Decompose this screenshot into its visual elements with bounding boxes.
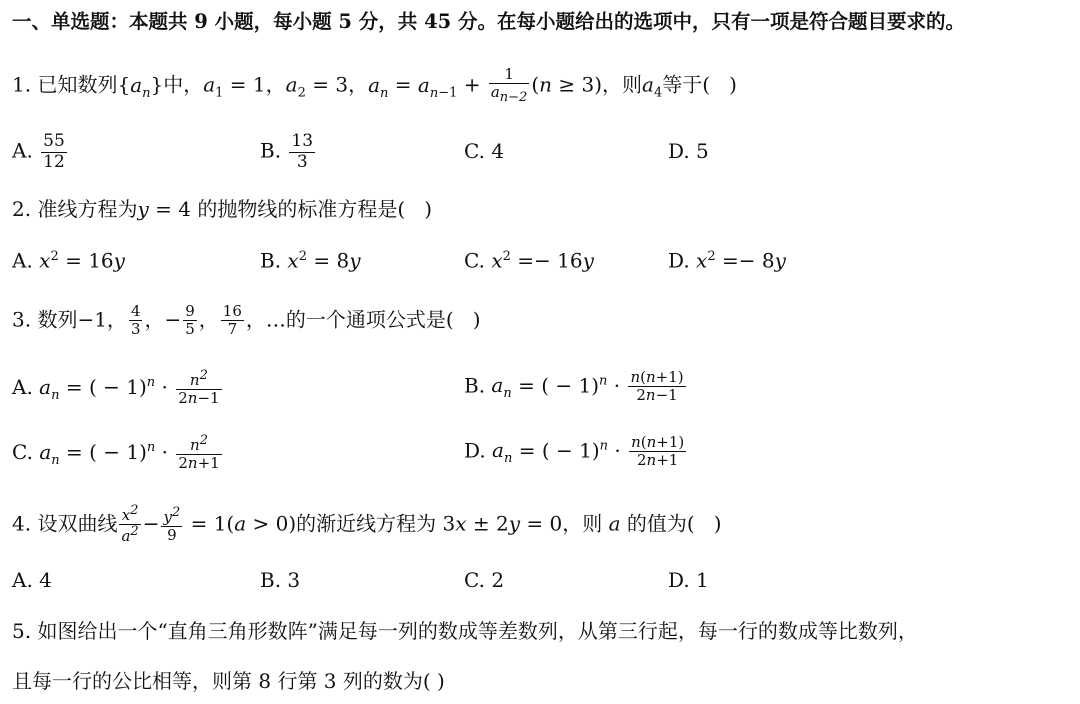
question-1-stem: 1. 已知数列$\{a_n\}$中，$a_1 = 1$，$a_2 = 3$，$a_n = a_{n-1}$ + $\frac{1}{a_{n-2}}$ (n ≥ 3)，则$a_4$等于( ) xyxy=(12,65,737,106)
question-2-option-a: A. $x^2 = 16y$ xyxy=(12,248,125,273)
question-1-option-b: B. $\frac{13}{3}$ xyxy=(260,131,314,172)
question-1-option-a: A. $\frac{55}{12}$ xyxy=(12,131,65,172)
question-4-stem: 4. 设双曲线 $\frac{x^2}{a^2}$ − $\frac{y^2}{9}$ = 1(a > 0)的渐近线方程为 3x ± 2y = 0，则 a 的值为( ) xyxy=(12,503,722,546)
question-3-option-c: C. $a_n$ = ( − 1)$^n$ · $\frac{n^2}{2n+1}$ xyxy=(12,433,220,473)
question-1-option-d: D. 5 xyxy=(668,139,709,163)
question-3-option-d: D. $a_n$ = ( − 1)$^n$ · $\frac{n(n+1)}{2n+1}$ xyxy=(464,433,685,470)
question-1-number: 1. xyxy=(12,72,32,97)
question-3-option-a: A. $a_n$ = ( − 1)$^n$ · $\frac{n^2}{2n-1}$ xyxy=(12,368,220,408)
question-3-option-b: B. $a_n$ = ( − 1)$^n$ · $\frac{n(n+1)}{2n-1}$ xyxy=(464,368,684,405)
question-3-stem: 3. 数列−1， $\frac{4}{3}$ ，− $\frac{9}{5}$ ， $\frac{16}{7}$ ，…的一个通项公式是( ) xyxy=(12,302,481,339)
section-heading: 一、单选题：本题共 9 小题，每小题 5 分，共 45 分。在每小题给出的选项中，只有一项是符合题目要求的。 xyxy=(12,10,966,33)
question-5-stem-line-2: 且每一行的公比相等，则第 8 行第 3 列的数为( ) xyxy=(12,669,445,693)
question-5-stem-line-1: 5. 如图给出一个“直角三角形数阵”满足每一列的数成等差数列，从第三行起，每一行的数成等比数列， xyxy=(12,619,918,643)
question-2-option-d: D. $x^2 =- 8y$ xyxy=(668,248,786,273)
question-2-stem: 2. 准线方程为y = 4 的抛物线的标准方程是( ) xyxy=(12,197,432,221)
question-2-option-c: C. $x^2 =- 16y$ xyxy=(464,248,594,273)
question-4-option-c: C. 2 xyxy=(464,568,505,592)
question-4-option-d: D. 1 xyxy=(668,568,709,592)
question-4-option-b: B. 3 xyxy=(260,568,301,592)
question-4-option-a: A. 4 xyxy=(12,568,52,592)
question-1-option-c: C. 4 xyxy=(464,139,505,163)
question-2-option-b: B. $x^2 = 8y$ xyxy=(260,248,361,273)
